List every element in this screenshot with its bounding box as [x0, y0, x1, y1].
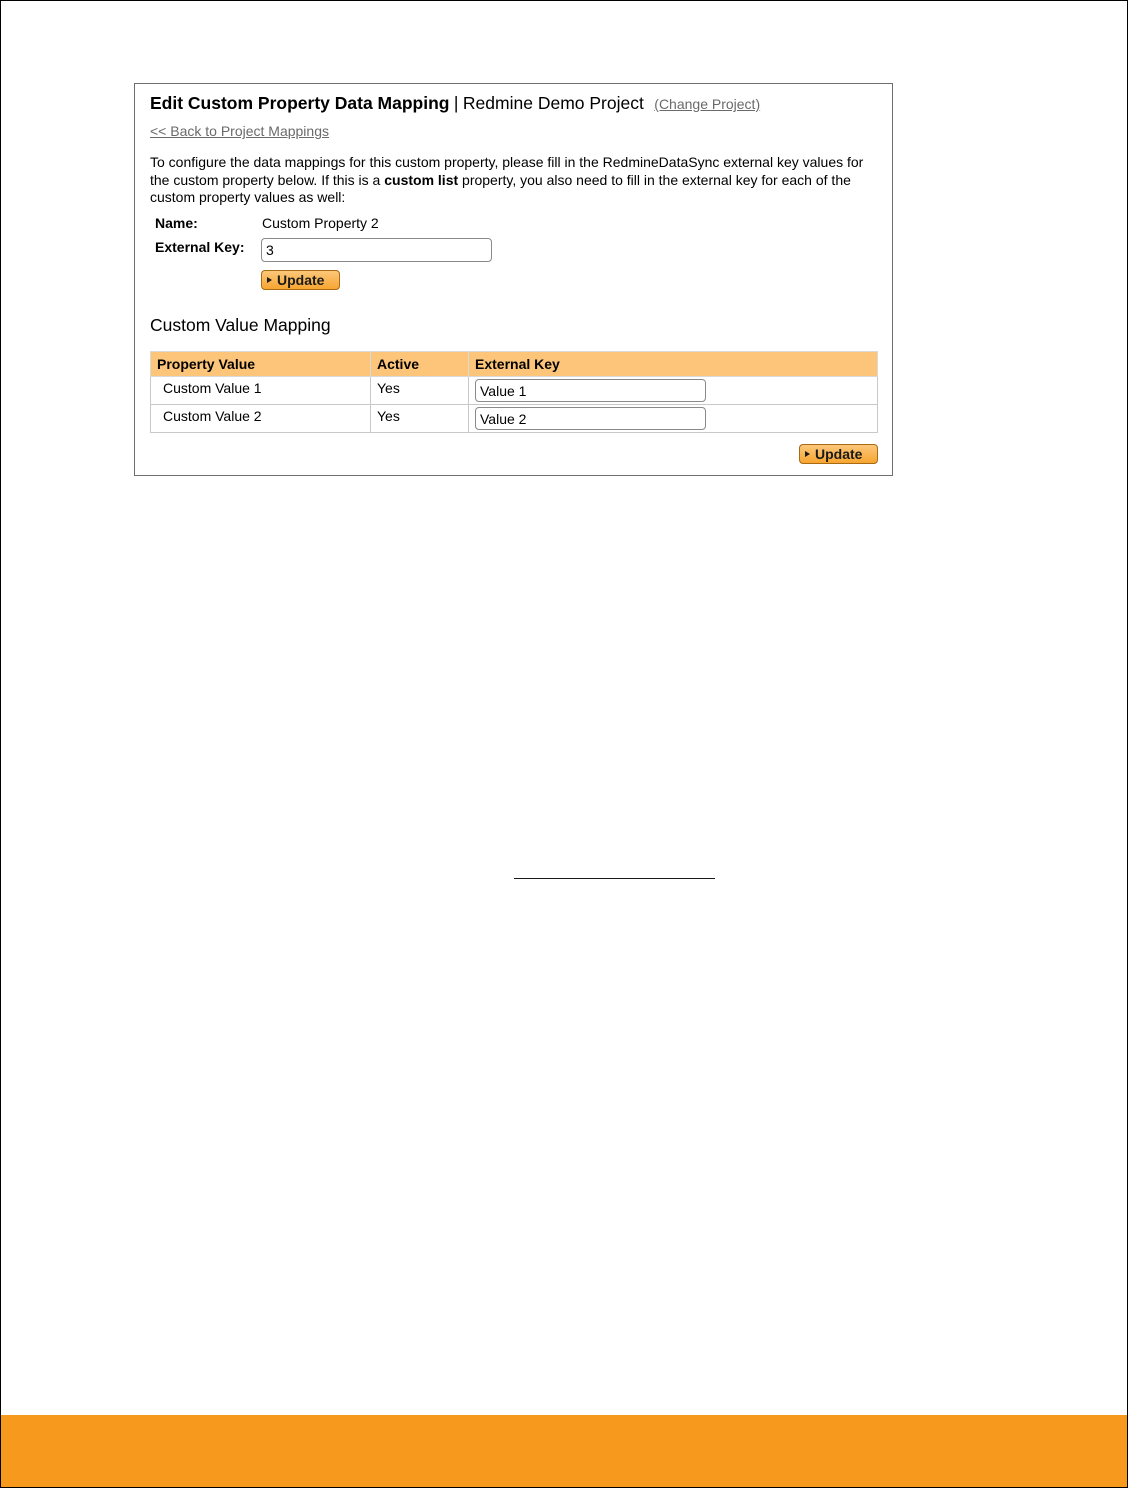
row-external-key-input[interactable]	[475, 407, 706, 430]
intro-text-after: property, you also need to fill in the external key for each of the custom property values as well:	[150, 171, 851, 205]
title-separator: |	[453, 93, 459, 113]
property-value-cell: Custom Value 1	[151, 377, 371, 405]
property-value-cell: Custom Value 2	[151, 405, 371, 433]
screenshot-panel	[134, 83, 893, 476]
custom-value-mapping-table	[150, 351, 878, 433]
name-label: Name:	[155, 215, 198, 231]
project-name: Redmine Demo Project	[462, 93, 644, 113]
table-row	[151, 405, 878, 433]
section-title: Custom Value Mapping	[150, 315, 331, 335]
update-mappings-button[interactable]	[799, 444, 878, 464]
external-key-cell	[469, 405, 878, 433]
external-key-label: External Key:	[155, 239, 245, 255]
table-row	[151, 377, 878, 405]
active-cell: Yes	[371, 377, 469, 405]
column-header-property-value: Property Value	[151, 352, 371, 377]
intro-text-before: To configure the data mappings for this custom property, please fill in the RedmineDataSync external key values for the custom property below. If this is a	[150, 154, 864, 188]
update-button-label: Update	[277, 272, 325, 288]
name-value: Custom Property 2	[262, 215, 379, 231]
intro-text-bold: custom list	[384, 171, 459, 188]
active-cell: Yes	[371, 405, 469, 433]
divider-line	[514, 878, 715, 879]
column-header-active: Active	[371, 352, 469, 377]
change-project-link[interactable]: (Change Project)	[654, 96, 761, 112]
back-to-project-mappings-link[interactable]: << Back to Project Mappings	[150, 123, 329, 139]
arrow-right-icon	[267, 277, 272, 283]
table-header-row	[151, 352, 878, 377]
row-external-key-input[interactable]	[475, 379, 706, 402]
update-mappings-button-label: Update	[815, 446, 863, 462]
footer-bar	[1, 1415, 1127, 1487]
arrow-right-icon	[805, 451, 810, 457]
external-key-input[interactable]	[261, 238, 492, 262]
page-title	[150, 93, 760, 114]
intro-text	[150, 154, 880, 207]
column-header-external-key: External Key	[469, 352, 878, 377]
update-button[interactable]	[261, 270, 340, 290]
external-key-cell	[469, 377, 878, 405]
page-heading: Edit Custom Property Data Mapping	[150, 93, 450, 113]
